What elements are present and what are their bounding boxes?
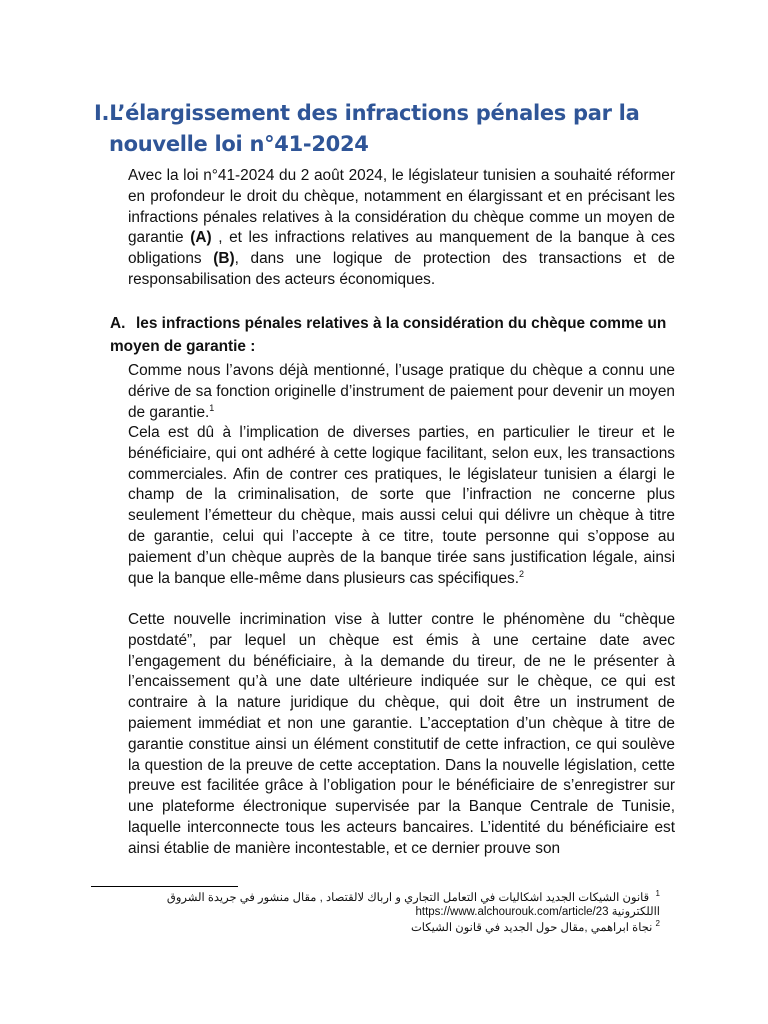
footnote-2: $^2$ نجاة ابراهمي ,مقال حول الجديد في قانون الشيكات — [410, 919, 660, 934]
mark-b: (B) — [213, 250, 235, 268]
heading-line-1: I.L’élargissement des infractions pénales par la — [94, 101, 640, 125]
paragraph-4: Cette nouvelle incrimination vise à lutter contre le phénomène du “chèque postdaté”, par lequel un chèque est émis à une certaine date avec l’engagement du bénéficiaire, à la demande du tireur, de ne le présenter à l’encaissement qu’à une date ultérieure indiquée sur le chèque, ce qui est contraire à la nature juridique du chèque, qui doit être un instrument de paiement immédiat et non une garantie. L’acceptation d’un chèque à titre de garantie constitue ainsi un élément constitutif de cette infraction, ce qui soulève la question de la preuve de cette acceptation. Dans la nouvelle législation, cette preuve est facilitée grâce à l’obligation pour le bénéficiaire de s’enregistrer sur une plateforme électronique supervisée par la Banque Centrale de Tunisie, laquelle interconnecte tous les acteurs bancaires. L’identité du bénéficiaire est ainsi établie de manière incontestable, et ce dernier prouve son — [128, 611, 675, 857]
section-heading — [94, 98, 694, 160]
mark-a: (A) — [190, 229, 212, 247]
subsection-marker: A. — [110, 315, 126, 332]
intro-paragraph: Avec la loi n°41-2024 du 2 août 2024, le législateur tunisien a souhaité réformer en profondeur le droit du chèque, notamment en élargissant et en précisant les infractions pénales relatives à la considération du chèque comme un moyen de garantie (A) , et les infractions relatives au manquement de la banque à ces obligations (B), dans une logique de protection des transactions et de responsabilisation des acteurs économiques. — [128, 167, 675, 288]
footnote-link[interactable]: https://www.alchourouk.com/article/23 — [415, 906, 609, 918]
subsection-title: les infractions pénales relatives à la considération du chèque comme un moyen de garantie : — [110, 315, 667, 355]
footnote-1: $^1$ قانون الشيكات الجديد اشكاليات في التعامل التجاري و ارباك لالقتصاد , مقال منشور في جريدة الشروق االلكترونية https://www.alchourouk.com/article/23 — [166, 889, 660, 918]
subsection-heading-a — [110, 312, 676, 358]
heading-line-2: nouvelle loi n°41-2024 — [109, 132, 369, 156]
footnote-ref-2[interactable]: 2 — [518, 568, 524, 579]
paragraph-3: Cela est dû à l’implication de diverses parties, en particulier le tireur et le bénéficiaire, qui ont adhéré à cette logique facilitant, selon eux, les transactions commerciales. Afin de contrer ces pratiques, le législateur tunisien a élargi le champ de la criminalisation, de sorte que l’infraction ne concerne plus seulement l’émetteur du chèque, mais aussi celui qui délivre un chèque à titre de garantie, celui qui l’accepte à ce titre, toute personne qui s’oppose au paiement d’un chèque auprès de la banque tirée sans justification légale, ainsi que la banque elle-même dans plusieurs cas spécifiques.$^2$ — [128, 424, 675, 587]
paragraph-2: Comme nous l’avons déjà mentionné, l’usage pratique du chèque a connu une dérive de sa fonction originelle d’instrument de paiement pour devenir un moyen de garantie.$^1$ — [128, 362, 675, 421]
footnote-ref-1[interactable]: 1 — [209, 402, 215, 413]
footnote-separator — [91, 886, 238, 887]
